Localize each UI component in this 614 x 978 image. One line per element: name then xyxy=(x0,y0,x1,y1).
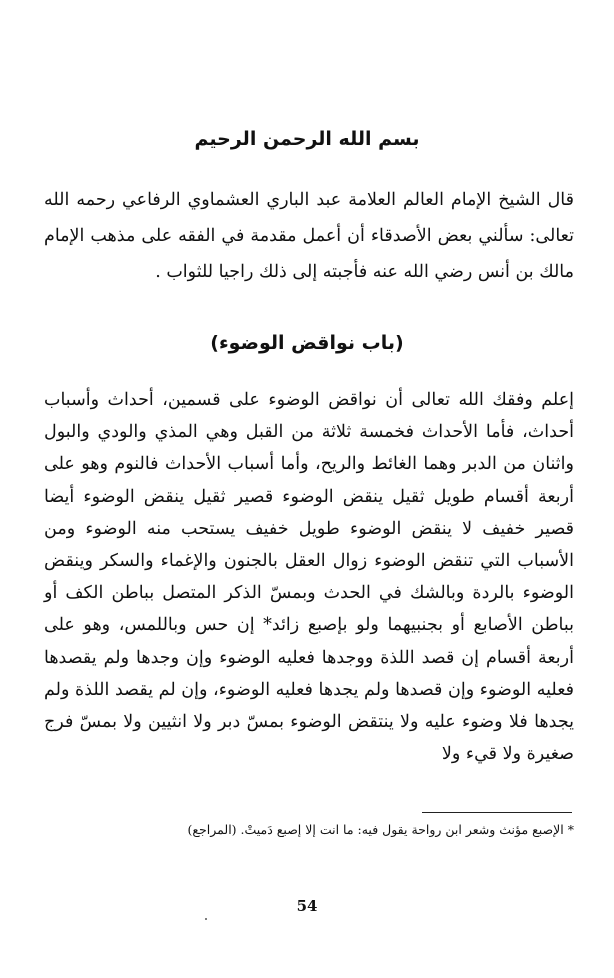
body-paragraph: إعلم وفقك الله تعالى أن نواقض الوضوء على قسمين، أحداث وأسباب أحداث، فأما الأحداث فخمسة ثلاثة من القبل وهي المذي والودي والبول واثنان من الدبر وهما الغائط والريح، وأما أسباب الأحداث فالنوم وهو على أربعة أقسام طويل ثقيل ينقض الوضوء قصير ثقيل ينقض الوضوء أيضا قصير خفيف لا ينقض الوضوء طويل خفيف يستحب منه الوضوء ومن الأسباب التي تنقض الوضوء زوال العقل بالجنون والإغماء والسكر وينقض الوضوء بالردة وبالشك في الحدث وبمسّ الذكر المتصل بباطن الكف أو بباطن الأصابع أو بجنبيهما ولو بإصبع زائد* إن حس وباللمس، وهو على أربعة أقسام إن قصد اللذة ووجدها فعليه الوضوء وإن وجدها ولم يقصدها فعليه الوضوء وإن قصدها ولم يجدها فعليه الوضوء، وإن لم يقصد اللذة ولم يجدها فلا وضوء عليه ولا ينتقض الوضوء بمسّ دبر ولا انثيين ولا بمسّ فرج صغيرة ولا قيء ولا xyxy=(44,390,574,765)
scan-speck xyxy=(205,918,207,920)
footnote-divider xyxy=(422,812,572,813)
intro-paragraph: قال الشيخ الإمام العالم العلامة عبد الباري العشماوي الرفاعي رحمه الله تعالى: سألني بعض الأصدقاء أن أعمل مقدمة في الفقه على مذهب الإمام مالك بن أنس رضي الله عنه فأجبته إلى ذلك راجيا للثواب . xyxy=(44,190,574,282)
chapter-title: (باب نواقض الوضوء) xyxy=(210,332,404,354)
basmala-heading: بسم الله الرحمن الرحيم xyxy=(194,128,420,150)
page-number: 54 xyxy=(296,897,318,915)
footnote: * الإصبع مؤنث وشعر ابن رواحة يقول فيه: ما انت إلا إصبع دَميتْ. (المراجع) xyxy=(187,822,574,837)
